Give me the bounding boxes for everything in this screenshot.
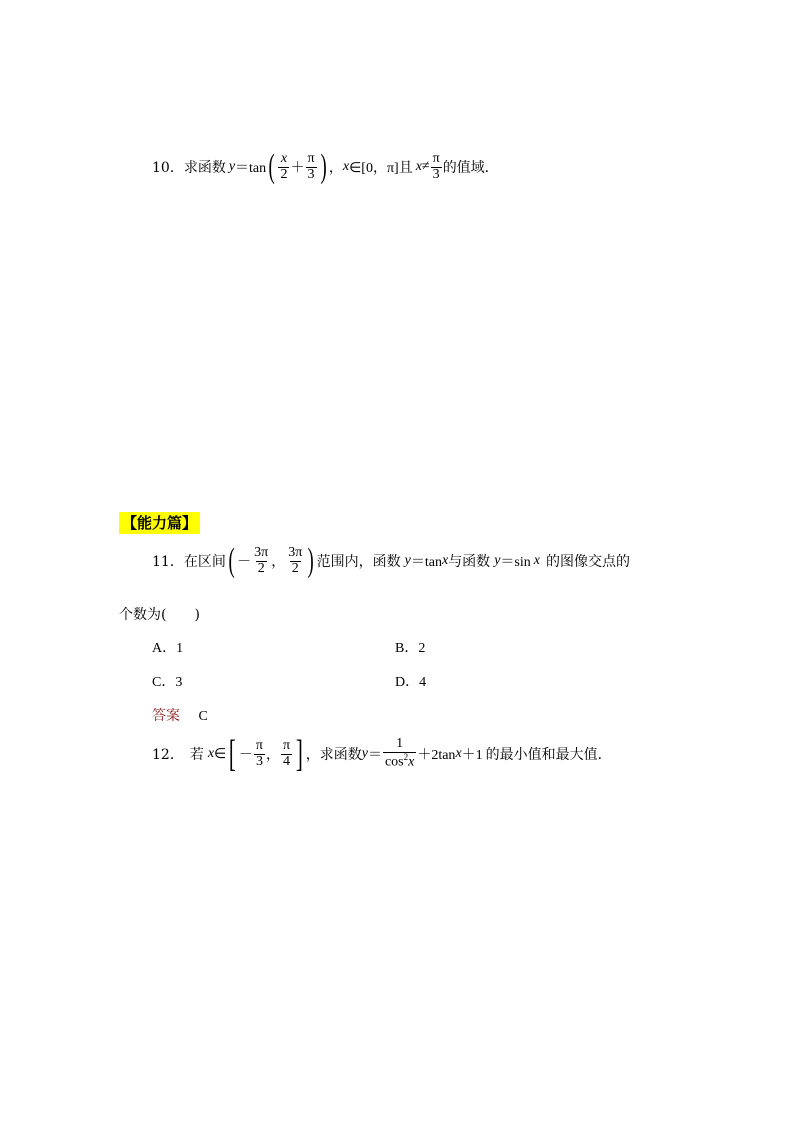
fraction-numerator: x [280,150,288,166]
fraction-denominator: 3 [307,166,315,182]
q11-y-var-2: y [494,553,501,568]
q11-answer [152,705,208,725]
section-header [119,512,200,533]
question-10 [152,150,499,184]
q10-number: 10． [152,160,184,176]
left-paren-icon: ( [268,148,275,185]
plus-sign: ＋ [290,161,305,176]
q11-tail-text: 的图像交点的 [545,554,630,570]
minus-sign: － [238,748,253,763]
q12-x-var: x [207,746,215,761]
exponent: 2 [403,752,409,763]
q10-eq-tan: ＝tan [235,161,267,176]
q10-lead-text: 求函数 [183,160,226,176]
q12-x-var-2: x [455,746,462,761]
q11-fraction-3pi-over-2-a [252,546,270,576]
q11-line-2: 个数为( ) [119,607,200,623]
right-paren-icon: ) [320,148,327,185]
fraction-numerator: 3π [254,544,269,560]
q10-x-var-2: x [415,159,422,174]
q11-y-var-1: y [404,553,411,568]
q10-fraction-pi-over-3-b [431,152,442,182]
q12-lead-text: 若 [189,747,204,763]
option-a: A．1 [152,641,184,656]
answer-value: C [198,709,208,724]
fraction-denominator: 3 [432,166,440,182]
minus-sign: － [237,555,252,570]
fraction-denominator: 2 [280,166,288,182]
option-d: D．4 [395,675,427,690]
q11-eq-sin: ＝sin [500,555,531,570]
q10-tail-text: 的值域． [442,160,499,176]
section-title: 【能力篇】 [119,512,200,534]
q12-tail-text: 的最小值和最大值． [485,747,612,763]
option-c: C．3 [152,675,183,690]
q10-y-var: y [228,159,236,174]
left-paren-icon: ( [228,542,235,579]
right-bracket-icon: ] [295,733,303,775]
q12-fraction-1-over-cos2x [383,737,416,770]
q10-x-var: x [342,159,350,174]
q11-lead-text: 在区间 [183,554,226,570]
fraction-denominator: 2 [257,560,265,576]
fraction-denominator: 3 [255,753,263,769]
fraction-denominator: 2 [291,560,299,576]
q11-fraction-3pi-over-2-b [286,546,304,576]
fraction-denominator [383,752,416,770]
fraction-denominator: 4 [283,753,291,769]
q12-number: 12． [152,747,184,763]
right-paren-icon: ) [307,542,315,579]
q10-domain-text: ∈[0，π]且 [349,161,413,176]
q12-mid-text: ，求函数 [305,747,362,763]
q11-mid-text: 范围内，函数 [316,554,401,570]
question-11 [152,544,630,578]
q10-comma: ， [328,160,343,176]
q12-fraction-pi-over-4 [281,739,292,769]
question-12 [152,735,612,773]
q12-eq-sign: ＝ [367,748,382,763]
element-of-sign: ∈ [214,746,227,762]
cos-text: cos [384,754,404,770]
fraction-numerator: 3π [288,544,303,560]
q11-eq-tan: ＝tan [410,555,442,570]
q11-comma: ， [271,554,286,570]
not-equal-sign: ≠ [421,159,430,174]
answer-label: 答案 [152,708,180,724]
q12-plus-one: ＋1 [461,748,483,763]
q12-fraction-pi-over-3 [254,739,265,769]
q12-comma: ， [265,747,280,763]
q11-mid2-text: 与函数 [448,554,491,570]
q12-plus-tan: ＋2tan [417,748,456,763]
fraction-numerator: π [255,737,263,753]
fraction-numerator: 1 [396,736,404,752]
fraction-numerator: π [432,150,440,166]
left-bracket-icon: [ [229,733,237,775]
q12-y-var: y [361,746,368,761]
fraction-numerator: π [307,150,315,166]
q11-x-var-1: x [441,553,449,568]
q10-fraction-x-over-2 [278,152,289,182]
q11-number: 11． [152,554,184,570]
x-var: x [408,754,415,770]
q11-x-var-2: x [533,553,540,568]
option-b: B．2 [395,641,426,656]
fraction-numerator: π [282,737,291,753]
q10-fraction-pi-over-3 [305,152,316,182]
